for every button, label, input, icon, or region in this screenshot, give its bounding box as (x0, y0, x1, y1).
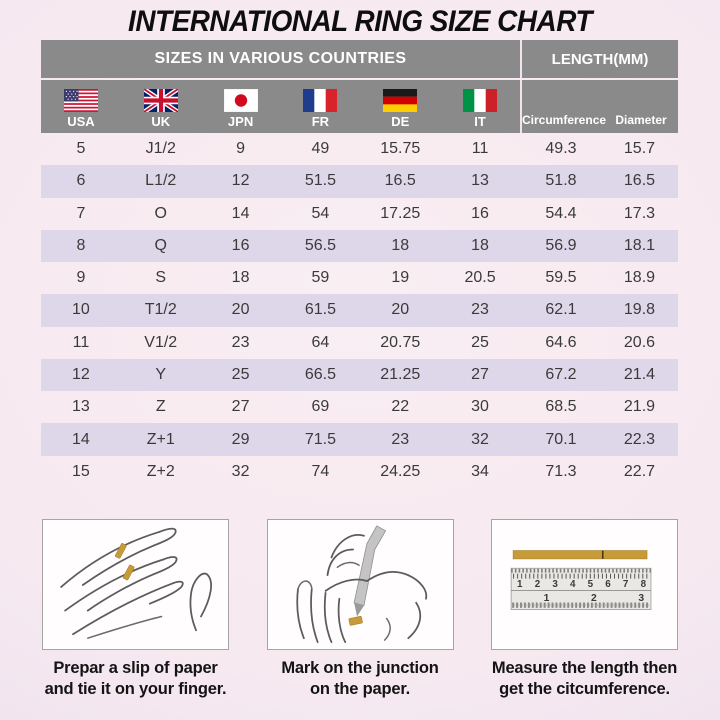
caption-line: on the paper. (309, 680, 411, 699)
cell-diameter: 21.9 (623, 398, 656, 416)
ring-size-table (41, 40, 678, 488)
column-label-circumference: Circumference (522, 113, 607, 127)
caption-line: and tie it on your finger. (44, 680, 227, 699)
caption-line: Measure the length then (491, 659, 678, 677)
cell-it: 20.5 (464, 269, 496, 287)
cell-it: 25 (471, 333, 489, 351)
cell-jpn: 16 (231, 236, 250, 254)
germany-flag-icon (383, 89, 417, 112)
table-row (41, 133, 678, 165)
column-label-usa: USA (67, 114, 95, 129)
column-label-it: IT (474, 114, 486, 129)
cell-de: 22 (391, 398, 410, 416)
table-group-header (41, 40, 678, 78)
cell-jpn: 14 (231, 204, 250, 222)
usa-flag-icon (64, 89, 98, 112)
table-row (41, 294, 678, 326)
cell-de: 18 (391, 236, 410, 254)
cell-jpn: 25 (231, 365, 250, 383)
cell-jpn: 23 (231, 333, 250, 351)
cell-it: 32 (471, 430, 489, 448)
ruler-inch-numbers: 1 2 3 (543, 593, 645, 605)
cell-jpn: 12 (231, 172, 250, 190)
cell-it: 30 (471, 398, 489, 416)
cell-circumference: 56.9 (545, 236, 577, 254)
cell-circumference: 51.8 (545, 172, 577, 190)
cell-usa: 15 (72, 462, 90, 480)
cell-it: 34 (471, 462, 489, 480)
table-row (41, 456, 678, 488)
cell-circumference: 70.1 (545, 430, 577, 448)
caption-line: Prepar a slip of paper (53, 659, 218, 677)
cell-circumference: 64.6 (545, 333, 577, 351)
column-label-de: DE (391, 114, 410, 129)
cell-de: 20 (391, 301, 410, 319)
cell-circumference: 54.4 (545, 204, 577, 222)
length-group-header: LENGTH(MM) (520, 40, 678, 78)
cell-circumference: 49.3 (545, 140, 577, 158)
length-columns (520, 80, 678, 133)
cell-uk: S (155, 269, 167, 287)
cell-de: 16.5 (384, 172, 416, 190)
table-row (41, 165, 678, 197)
cell-uk: Z+2 (146, 462, 175, 480)
cell-circumference: 62.1 (545, 301, 577, 319)
cell-fr: 61.5 (304, 301, 336, 319)
cell-uk: Q (154, 236, 167, 254)
step-figure (42, 519, 229, 650)
cell-uk: Z+1 (146, 430, 175, 448)
cell-de: 24.25 (380, 462, 421, 480)
column-header-it (440, 80, 520, 133)
cell-uk: V1/2 (144, 333, 178, 351)
cell-uk: Z (155, 398, 166, 416)
cell-jpn: 32 (231, 462, 250, 480)
cell-jpn: 29 (231, 430, 250, 448)
cell-uk: Y (155, 365, 167, 383)
cell-it: 16 (471, 204, 489, 222)
table-row (41, 262, 678, 294)
cell-fr: 71.5 (304, 430, 336, 448)
column-label-fr: FR (311, 114, 330, 129)
cell-uk: J1/2 (145, 140, 176, 158)
cell-it: 27 (471, 365, 489, 383)
cell-de: 17.25 (380, 204, 421, 222)
step-caption (20, 658, 251, 700)
column-header-jpn (201, 80, 281, 133)
cell-uk: L1/2 (145, 172, 177, 190)
ruler-measure-illustration (492, 520, 677, 649)
cell-circumference: 67.2 (545, 365, 577, 383)
cell-usa: 9 (76, 269, 86, 287)
step-caption (469, 658, 700, 700)
cell-usa: 6 (76, 172, 86, 190)
cell-de: 23 (391, 430, 410, 448)
step-mark-junction (267, 519, 454, 700)
cell-jpn: 20 (231, 301, 250, 319)
column-label-jpn: JPN (227, 114, 254, 129)
cell-fr: 56.5 (304, 236, 336, 254)
cell-de: 20.75 (380, 333, 421, 351)
cell-de: 19 (391, 269, 410, 287)
column-label-diameter: Diameter (615, 113, 667, 127)
step-figure (267, 519, 454, 650)
cell-diameter: 20.6 (623, 333, 656, 351)
cell-circumference: 71.3 (545, 462, 577, 480)
cell-diameter: 18.1 (623, 236, 656, 254)
cell-fr: 74 (311, 462, 330, 480)
cell-usa: 7 (76, 204, 86, 222)
column-header-fr (280, 80, 360, 133)
flag-columns (41, 80, 520, 133)
cell-fr: 66.5 (304, 365, 336, 383)
table-row (41, 423, 678, 455)
cell-circumference: 68.5 (545, 398, 577, 416)
cell-fr: 51.5 (304, 172, 336, 190)
cell-fr: 59 (311, 269, 330, 287)
table-row (41, 359, 678, 391)
step-measure-length (491, 519, 678, 700)
cell-it: 13 (471, 172, 489, 190)
countries-group-header: SIZES IN VARIOUS COUNTRIES (154, 50, 407, 67)
cell-diameter: 16.5 (623, 172, 656, 190)
cell-usa: 14 (72, 430, 90, 448)
cell-jpn: 9 (236, 140, 246, 158)
step-figure (491, 519, 678, 650)
table-row (41, 230, 678, 262)
italy-flag-icon (463, 89, 497, 112)
cell-usa: 13 (72, 398, 90, 416)
cell-diameter: 21.4 (623, 365, 656, 383)
cell-diameter: 18.9 (623, 269, 656, 287)
france-flag-icon (303, 89, 337, 112)
table-row (41, 198, 678, 230)
table-column-header (41, 80, 678, 133)
cell-usa: 8 (76, 236, 86, 254)
cell-diameter: 15.7 (623, 140, 656, 158)
cell-fr: 64 (311, 333, 330, 351)
cell-fr: 69 (311, 398, 330, 416)
cell-fr: 54 (311, 204, 330, 222)
japan-flag-icon (224, 89, 258, 112)
column-header-uk (121, 80, 201, 133)
cell-circumference: 59.5 (545, 269, 577, 287)
cell-jpn: 18 (231, 269, 250, 287)
measuring-instructions (0, 519, 720, 700)
column-label-uk: UK (151, 114, 171, 129)
step-caption (245, 658, 476, 700)
table-body (41, 133, 678, 488)
table-row (41, 391, 678, 423)
cell-de: 21.25 (380, 365, 421, 383)
cell-it: 11 (471, 140, 489, 158)
cell-it: 18 (471, 236, 489, 254)
step-prepare-paper (42, 519, 229, 700)
cell-uk: T1/2 (144, 301, 177, 319)
uk-flag-icon (144, 89, 178, 112)
cell-usa: 11 (72, 333, 90, 351)
cell-usa: 10 (72, 301, 90, 319)
cell-diameter: 22.7 (623, 462, 656, 480)
cell-diameter: 17.3 (623, 204, 656, 222)
cell-de: 15.75 (380, 140, 421, 158)
marking-junction-illustration (268, 520, 453, 649)
cell-diameter: 22.3 (623, 430, 656, 448)
ruler-cm-numbers: 1 2 3 4 5 6 7 8 (517, 578, 647, 590)
page-title: INTERNATIONAL RING SIZE CHART (128, 5, 592, 38)
cell-uk: O (154, 204, 167, 222)
column-header-de (360, 80, 440, 133)
cell-jpn: 27 (231, 398, 250, 416)
cell-it: 23 (471, 301, 489, 319)
cell-diameter: 19.8 (623, 301, 656, 319)
cell-usa: 12 (72, 365, 90, 383)
hand-with-paper-strip-illustration (43, 520, 228, 649)
table-row (41, 327, 678, 359)
cell-usa: 5 (76, 140, 86, 158)
column-header-usa (41, 80, 121, 133)
caption-line: Mark on the junction (281, 659, 439, 677)
caption-line: get the citcumference. (499, 680, 670, 699)
cell-fr: 49 (311, 140, 330, 158)
